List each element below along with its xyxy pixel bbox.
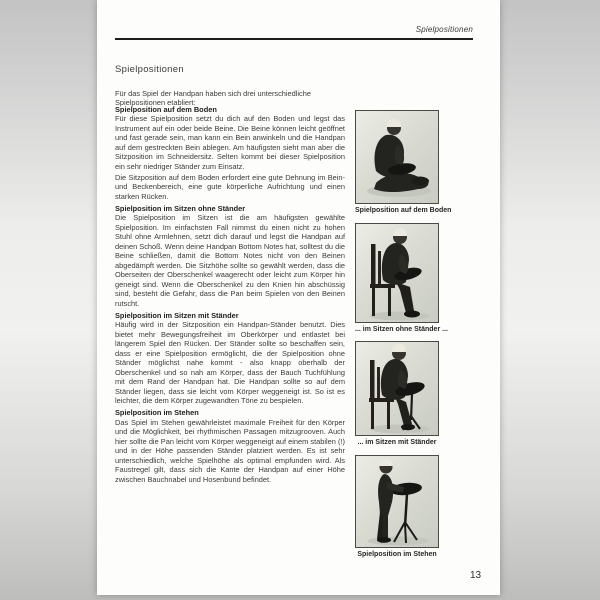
section-paragraph: Das Spiel im Stehen gewährleistet maximale Freiheit für den Körper und die Möglichkeit, bei rhythmischen Passagen mitzugrooven. Auch hier sollte die Pan leicht vom Körper weggeneigt auf einem stabilen (!) und in der Höhe passenden Ständer platziert werden. Es ist sehr unterschiedlich, welche Spielhöhe als optimal empfunden wird. Als Faustregel gilt, dass sich die Kante der Handpan auf einer Höhe zwischen Bauchnabel und Hosenbund befindet. — [115, 417, 345, 484]
figure-sitting-no-stand — [355, 223, 448, 333]
section-paragraph: Die Spielposition im Sitzen ist die am häufigsten gewählte Spielposition. Im einfachsten Fall nimmst du einen nicht zu hohen Stuhl ohne Armlehnen, setzt dich darauf und legst die Handpan auf deinen Schoß. Wenn deine Handpan Bottom Notes hat, solltest du die Beine schließen, damit die Bottom Notes nicht von den Beinen abgedämpft werden. Die Sitzhöhe sollte so gewählt werden, dass die Oberseiten der Oberschenkel waagerecht oder leicht zum Körper hin geneigt sind. Wenn die Oberschenkel zu den Knien hin abschüssig sind, besteht die Gefahr, dass die Pan beim Spielen von den Beinen rutscht. — [115, 213, 345, 308]
person-on-floor-silhouette — [356, 111, 438, 203]
section-heading-sitzen-mit-staender: Spielposition im Sitzen mit Ständer — [115, 310, 239, 320]
section-heading-boden: Spielposition auf dem Boden — [115, 104, 217, 114]
photo-sitting-with-stand — [355, 341, 439, 436]
section-paragraph: Häufig wird in der Sitzposition ein Handpan-Ständer benutzt. Dies bietet mehr Bewegungsfreiheit im Oberkörper und entlastet bei längerem Spiel den Rücken. Der Ständer sollte so beschaffen sein, dass er eine Spielposition ermöglicht, die der Spielposition ohne Ständer möglichst nahe kommt - also knapp oberhalb der Oberschenkel und so nah am Körper, dass der Bauch Tuchfühlung mit dem Rand der Handpan hat. Die Handpan sollte so auf dem Ständer liegen, dass sie leicht vom Körper weggeneigt ist. So ist es leichter, die dem Körper zugewandten Töne zu bespielen. — [115, 320, 345, 405]
photo-sitting-no-stand — [355, 223, 439, 323]
figure-caption: Spielposition im Stehen — [357, 551, 437, 558]
figure-caption: ... im Sitzen ohne Ständer ... — [355, 326, 448, 333]
person-chair-stand-silhouette — [356, 342, 438, 435]
figure-sitting-with-stand — [355, 341, 439, 446]
section-paragraph: Für diese Spielposition setzt du dich auf den Boden und legst das Instrument auf ein oder beide Beine. Die Beine können leicht geöffnet und fast gerade sein, man kann ein Bein anwinkeln und die Handpan auf dem gestreckten Bein ablegen. Am häufigsten sieht man aber die Sitzposition im Schneidersitz. Selten kommt bei dieser Spielposition ein sehr niedriger Ständer zum Einsatz. — [115, 114, 345, 171]
figure-caption: Spielposition auf dem Boden — [355, 207, 452, 214]
page-title: Spielpositionen — [115, 64, 184, 75]
person-on-chair-silhouette — [356, 224, 438, 322]
photo-sitting-on-floor — [355, 110, 439, 204]
book-page — [97, 0, 500, 595]
section-heading-stehen: Spielposition im Stehen — [115, 408, 199, 417]
page-number: 13 — [470, 570, 482, 581]
running-header: Spielpositionen — [415, 25, 473, 34]
section-heading-sitzen-ohne-staender: Spielposition im Sitzen ohne Ständer — [115, 203, 246, 213]
figure-sitting-on-floor — [355, 110, 452, 214]
figure-caption: ... im Sitzen mit Ständer — [357, 439, 437, 446]
section-paragraph: Die Sitzposition auf dem Boden erfordert eine gute Dehnung im Bein- und Beckenbereich, eine gute körperliche Aufrichtung und einen starken Rücken. — [115, 172, 345, 201]
header-rule — [115, 38, 473, 40]
intro-paragraph: Für das Spiel der Handpan haben sich drei unterschiedliche Spielpositionen etabliert: — [115, 89, 311, 107]
figure-standing — [355, 455, 439, 558]
person-standing-silhouette — [356, 456, 438, 547]
body-text-column — [115, 102, 345, 486]
photo-standing — [355, 455, 439, 548]
